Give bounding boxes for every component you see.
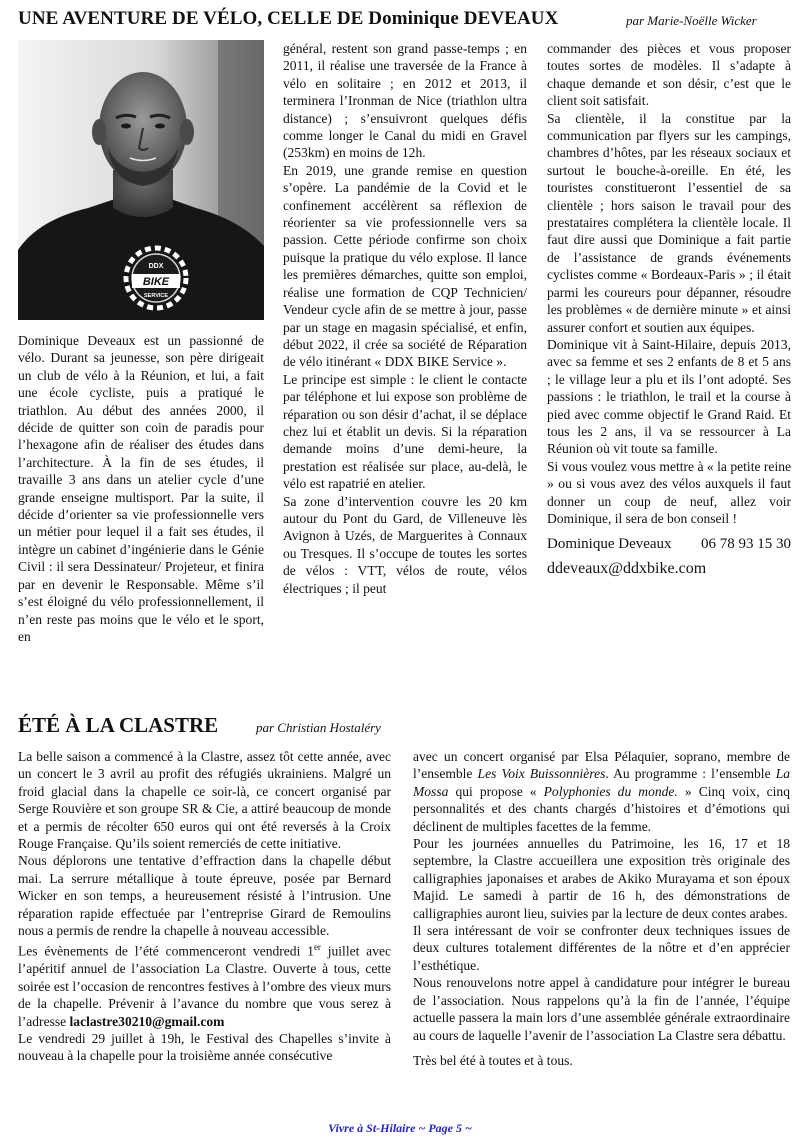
text-run: » Cinq voix, cinq personnalités et des chants chargés d’histoires et d’émotions qui déclinent de multiples facettes de la femme. — [413, 783, 790, 834]
paragraph: général, restent son grand passe-temps ; en 2011, il réalise une traversée de la France à vélo en solitaire ; en 2012 et 2013, il terminera l’Ironman de Nice (triathlon ultra distance) ; s’ensuivront quelques défis comme longer le Canal du midi en Gravel (253km) en moins de 12h. — [283, 41, 527, 161]
text-run: qui propose « — [448, 783, 544, 799]
portrait-photo — [18, 40, 264, 320]
shirt-logo-main: BIKE — [142, 276, 170, 288]
article2-column-1 — [18, 748, 391, 1065]
paragraph: Sa clientèle, il la constitue par la communication par flyers sur les campings, chambres d’hôtes, par les réseaux sociaux et surtout le bouche-à-oreille. En été, les touristes constitueront l’essentiel de sa clientèle ; hors saison le travail pour des prestataires complétera la clientèle locale. Il faut dire aussi que Dominique a fait partie de l’assistance de grands événements cyclistes comme « Bordeaux-Paris » ; il était parmi les coureurs pour dépanner, résoudre les problèmes « de dernière minute » et ainsi assurer confort et soutien aux équipes. — [547, 110, 791, 335]
text-run: . Au programme : l’ensemble — [605, 766, 776, 782]
paragraph: Sa zone d’intervention couvre les 20 km autour du Pont du Gard, de Villeneuve lès Avignon à Uzés, de Marguerites à Connaux ou Tresques. Il s’occupe de toutes les sortes de vélos : VTT, vélos de route, vélos électriques ; il peut — [283, 493, 527, 596]
contact-line — [547, 536, 791, 553]
paragraph: Dominique vit à Saint-Hilaire, depuis 2013, avec sa femme et ses 2 enfants de 8 et 5 ans ; le village leur a plu et ils l’ont adopté. Ses passions : le triathlon, le trail et la course à pied avec comme objectif le Grand Raid. Et tous les 2 ans, il va se ressourcer à La Réunion où vit toute sa famille. — [547, 336, 791, 457]
paragraph: Nous déplorons une tentative d’effraction dans la chapelle début mai. La serrure métallique à toute épreuve, posée par Bernard Wicker en son temps, a heureusement résisté à l’intrusion. Une réparation rapide effectuée par l’entreprise Girard de Remoulins nous a permis de rendre la chapelle à nouveau accessible. — [18, 853, 391, 939]
paragraph: La belle saison a commencé à la Clastre, assez tôt cette année, avec un concert le 3 avril au profit des réfugiés ukrainiens. Malgré un froid glacial dans la chapelle ce soir-là, ce concert organisé par Serge Rouvière et son groupe SR & Cie, a attiré beaucoup de monde et a permis de récolter 650 euros qui ont été reversés à la Croix Rouge Française. Qu’ils soient remerciés de cette initiative. — [18, 749, 391, 852]
clastre-email[interactable]: laclastre30210@gmail.com — [69, 1013, 225, 1029]
article1-column-1 — [18, 332, 264, 645]
paragraph — [413, 748, 790, 835]
paragraph: En 2019, une grande remise en question s’opère. La pandémie de la Covid et le confinement accélèrent sa réflexion de réorienter sa vie professionnelle vers sa passion. Cette période confirme son choix puisque la pratique du vélo explose. Il lance les premières démarches, quitte son emploi, réalise une formation de CQP Technicien/ Vendeur cycle afin de se mettre à jour, passe par un stage en magasin spécialisé, et enfin, début 2022, il crée sa société de Réparation de vélo itinérant « DDX BIKE Service ». — [283, 162, 527, 370]
text-run: Les évènements de l’été commenceront vendredi 1 — [18, 943, 314, 959]
contact-email[interactable]: ddeveaux@ddxbike.com — [547, 559, 707, 577]
article-title: UNE AVENTURE DE VÉLO, CELLE DE Dominique DEVEAUX — [18, 8, 559, 29]
paragraph: Le vendredi 29 juillet à 19h, le Festival des Chapelles s’invite à nouveau à la chapelle pour la troisième année consécutive — [18, 1031, 391, 1064]
paragraph: Dominique Deveaux est un passionné de vélo. Durant sa jeunesse, son père dirigeait un club de vélo à la Réunion, et lui, a fait une école cycliste, puis a pratiqué le triathlon. Au début des années 2000, il décide de quitter son coin de paradis pour l’hexagone afin de réaliser des études dans l’architecture. À la fin de ses études, il travaille 3 ans dans un atelier cycle d’une grande enseigne multisport. Par la suite, il décide d’orienter sa vie professionnelle vers un métier pour lequel il a fait ses études, il intègre un cabinet d’ingénierie dans le Génie Civil : il sera Dessinateur/ Projeteur, et finira par en devenir le Responsable. Même s’il s’est éloigné du vélo professionnellement, il n’en reste pas moins que le vélo et le sport, en — [18, 333, 264, 644]
paragraph: Le principe est simple : le client le contacte par téléphone et lui expose son problème de réparation ou son désir d’achat, il se déplace chez lui et établit un devis. Si la réparation demande moins d’une demi-heure, la prestation est réalisée sur place, au-delà, le vélo est rapatrié en atelier. — [283, 371, 527, 492]
article-title: ÉTÉ À LA CLASTRE — [18, 713, 219, 737]
article1-column-3 — [547, 40, 791, 577]
text-run: avec un concert organisé par Elsa Pélaquier, soprano, membre de l’ensemble — [413, 749, 790, 782]
ensemble-name: Les Voix Buissonnières — [477, 766, 606, 782]
paragraph: commander des pièces et vous proposer toutes sortes de modèles. Il s’adapte à chaque demande et son désir, c’est que le client soit satisfait. — [547, 41, 791, 109]
superscript: er — [313, 942, 321, 953]
paragraph: Si vous voulez vous mettre à « la petite reine » ou si vous avez des vélos auxquels il faut donner un coup de neuf, allez voir Dominique, il sera de bon conseil ! — [547, 458, 791, 526]
article-byline: par Marie-Noëlle Wicker — [626, 13, 757, 28]
contact-phone[interactable]: 06 78 93 15 30 — [701, 536, 791, 553]
shirt-logo-top: DDX — [148, 263, 164, 270]
closing-line: Très bel été à toutes et à tous. — [413, 1052, 573, 1068]
paragraph: Nous renouvelons notre appel à candidature pour intégrer le bureau de l’association. Nous rappelons qu’à la fin de l’année, l’équipe actuelle passera la main lors d’une assemblée générale extraordinaire au cours de laquelle l’avenir de l’association La Clastre sera débattu. — [413, 975, 790, 1043]
article2-column-2 — [413, 748, 790, 1069]
paragraph — [18, 939, 391, 1030]
article-byline: par Christian Hostaléry — [256, 720, 381, 735]
paragraph: Il sera intéressant de voir se confronter deux techniques issues de deux cultures totalement différentes de la nôtre et d’en apprécier l’esthétique. — [413, 923, 790, 973]
contact-name: Dominique Deveaux — [547, 536, 672, 553]
ensemble-name: La Mossa — [413, 766, 790, 799]
shirt-logo-sub: SERVICE — [143, 293, 169, 299]
text-run: juillet avec l’apéritif annuel de l’association La Clastre. Ouverte à tous, cette soirée est l’occasion de rencontres festives à l’ombre des vieux murs de la chapelle. Prévenir à l’avance du nombre que vous serez à l’adresse — [18, 943, 391, 1029]
program-name: Polyphonies du monde. — [543, 783, 678, 799]
article1-column-2 — [283, 40, 527, 597]
page-footer: Vivre à St-Hilaire ~ Page 5 ~ — [328, 1121, 472, 1135]
paragraph: Pour les journées annuelles du Patrimoine, les 16, 17 et 18 septembre, la Clastre accueillera une exposition très originale des calligraphies japonaises et arabes de Akiko Murayama et son époux Majid. Le samedi à partir de 16 h, des démonstrations de calligraphies auront lieu, suivies par la lecture de deux contes arabes. — [413, 836, 790, 921]
